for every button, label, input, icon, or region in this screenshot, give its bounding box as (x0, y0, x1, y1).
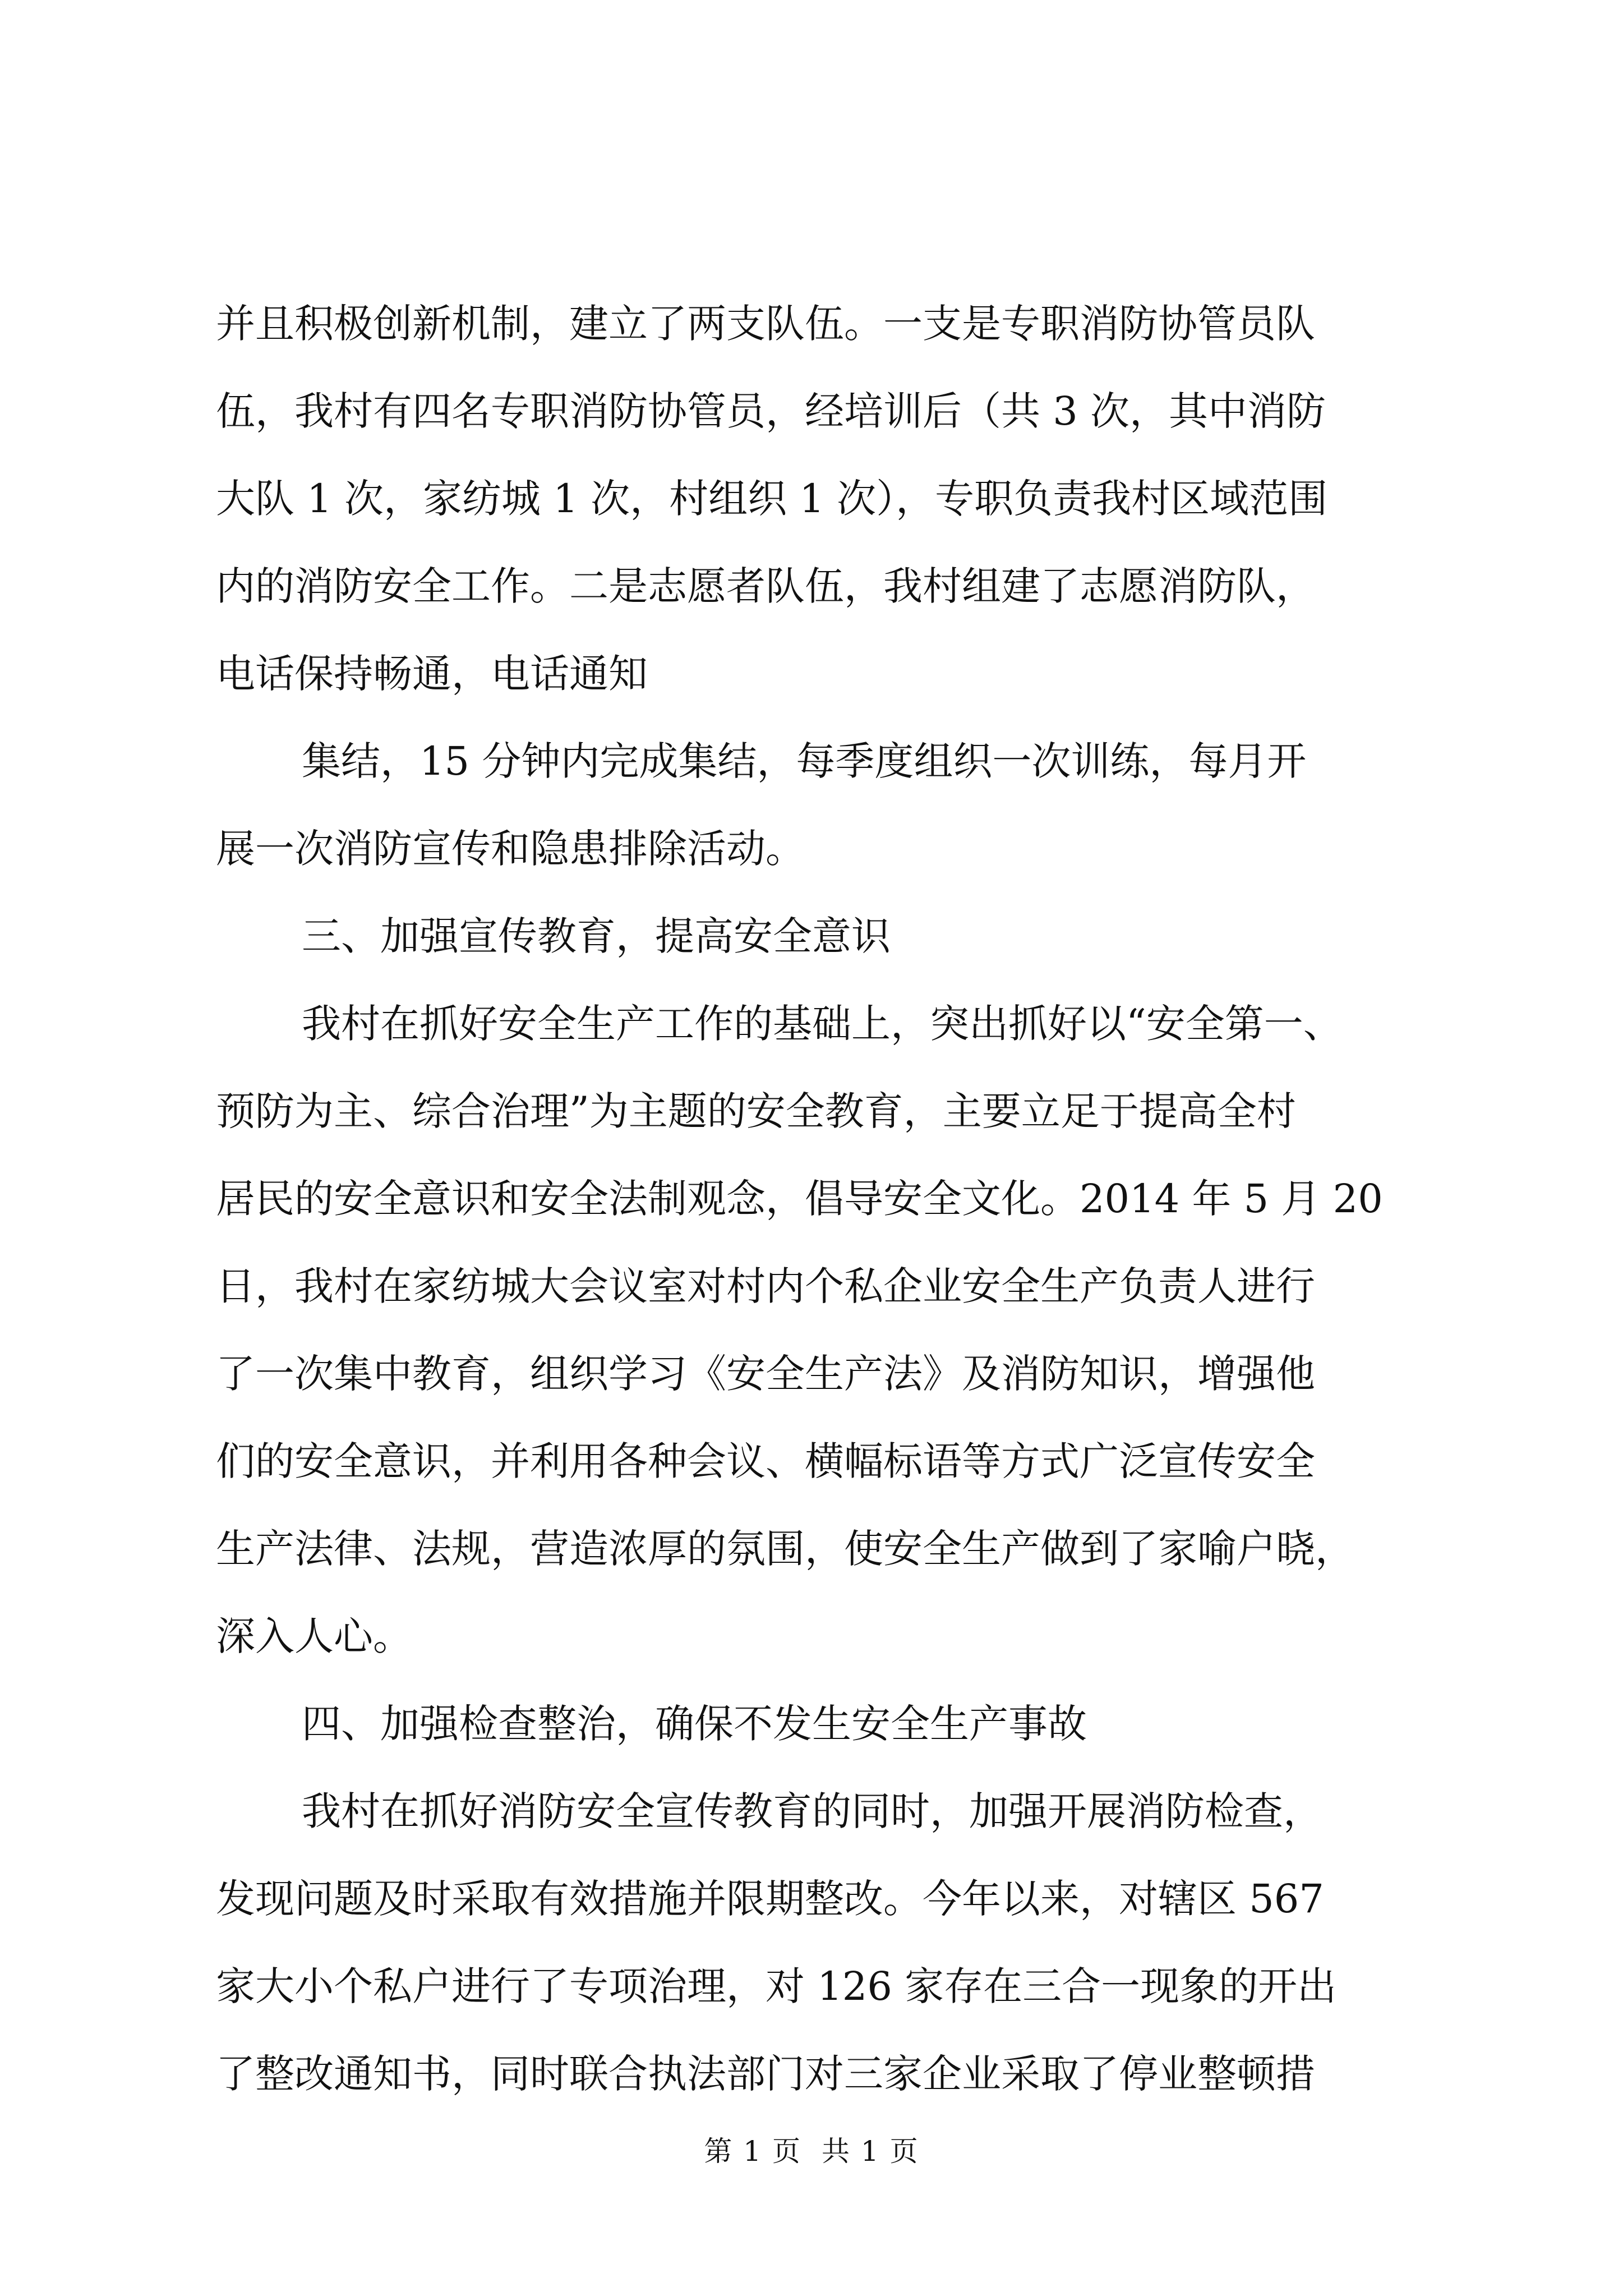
body-line-11: 居民的安全意识和安全法制观念，倡导安全文化。2014 年 5 月 20 (216, 1176, 1383, 1222)
section-heading-4: 四、加强检查整治，确保不发生安全生产事故 (302, 1701, 1087, 1747)
body-line-16: 深入人心。 (216, 1613, 412, 1659)
body-line-6: 集结，15 分钟内完成集结，每季度组织一次训练，每月开 (302, 738, 1307, 784)
body-line-15: 生产法律、法规，营造浓厚的氛围，使安全生产做到了家喻户晓， (216, 1526, 1354, 1572)
body-line-14: 们的安全意识，并利用各种会议、横幅标语等方式广泛宣传安全 (216, 1438, 1315, 1484)
body-line-21: 了整改通知书，同时联合执法部门对三家企业采取了停业整顿措 (216, 2051, 1315, 2097)
body-line-7: 展一次消防宣传和隐患排除活动。 (216, 826, 805, 872)
body-line-18: 我村在抓好消防安全宣传教育的同时，加强开展消防检查， (302, 1788, 1322, 1834)
page-number: 第 1 页 (704, 2135, 801, 2168)
body-line-10: 预防为主、综合治理”为主题的安全教育，主要立足于提高全村 (216, 1088, 1296, 1134)
body-line-13: 了一次集中教育，组织学习《安全生产法》及消防知识，增强他 (216, 1351, 1315, 1397)
body-line-20: 家大小个私户进行了专项治理，对 126 家存在三合一现象的开出 (216, 1963, 1337, 2009)
body-line-4: 内的消防安全工作。二是志愿者队伍，我村组建了志愿消防队， (216, 563, 1315, 609)
body-line-5: 电话保持畅通，电话通知 (216, 651, 648, 697)
body-line-12: 日，我村在家纺城大会议室对村内个私企业安全生产负责人进行 (216, 1263, 1315, 1309)
section-heading-3: 三、加强宣传教育，提高安全意识 (302, 913, 891, 959)
page-footer (0, 2129, 1623, 2169)
body-line-19: 发现问题及时采取有效措施并限期整改。今年以来，对辖区 567 (216, 1876, 1324, 1922)
body-line-3: 大队 1 次，家纺城 1 次，村组织 1 次），专职负责我村区域范围 (216, 476, 1328, 522)
body-line-9: 我村在抓好安全生产工作的基础上，突出抓好以“安全第一、 (302, 1001, 1343, 1047)
body-line-1: 并且积极创新机制，建立了两支队伍。一支是专职消防协管员队 (216, 301, 1315, 347)
page-total: 共 1 页 (822, 2135, 919, 2168)
body-line-2: 伍，我村有四名专职消防协管员，经培训后（共 3 次，其中消防 (216, 388, 1326, 434)
